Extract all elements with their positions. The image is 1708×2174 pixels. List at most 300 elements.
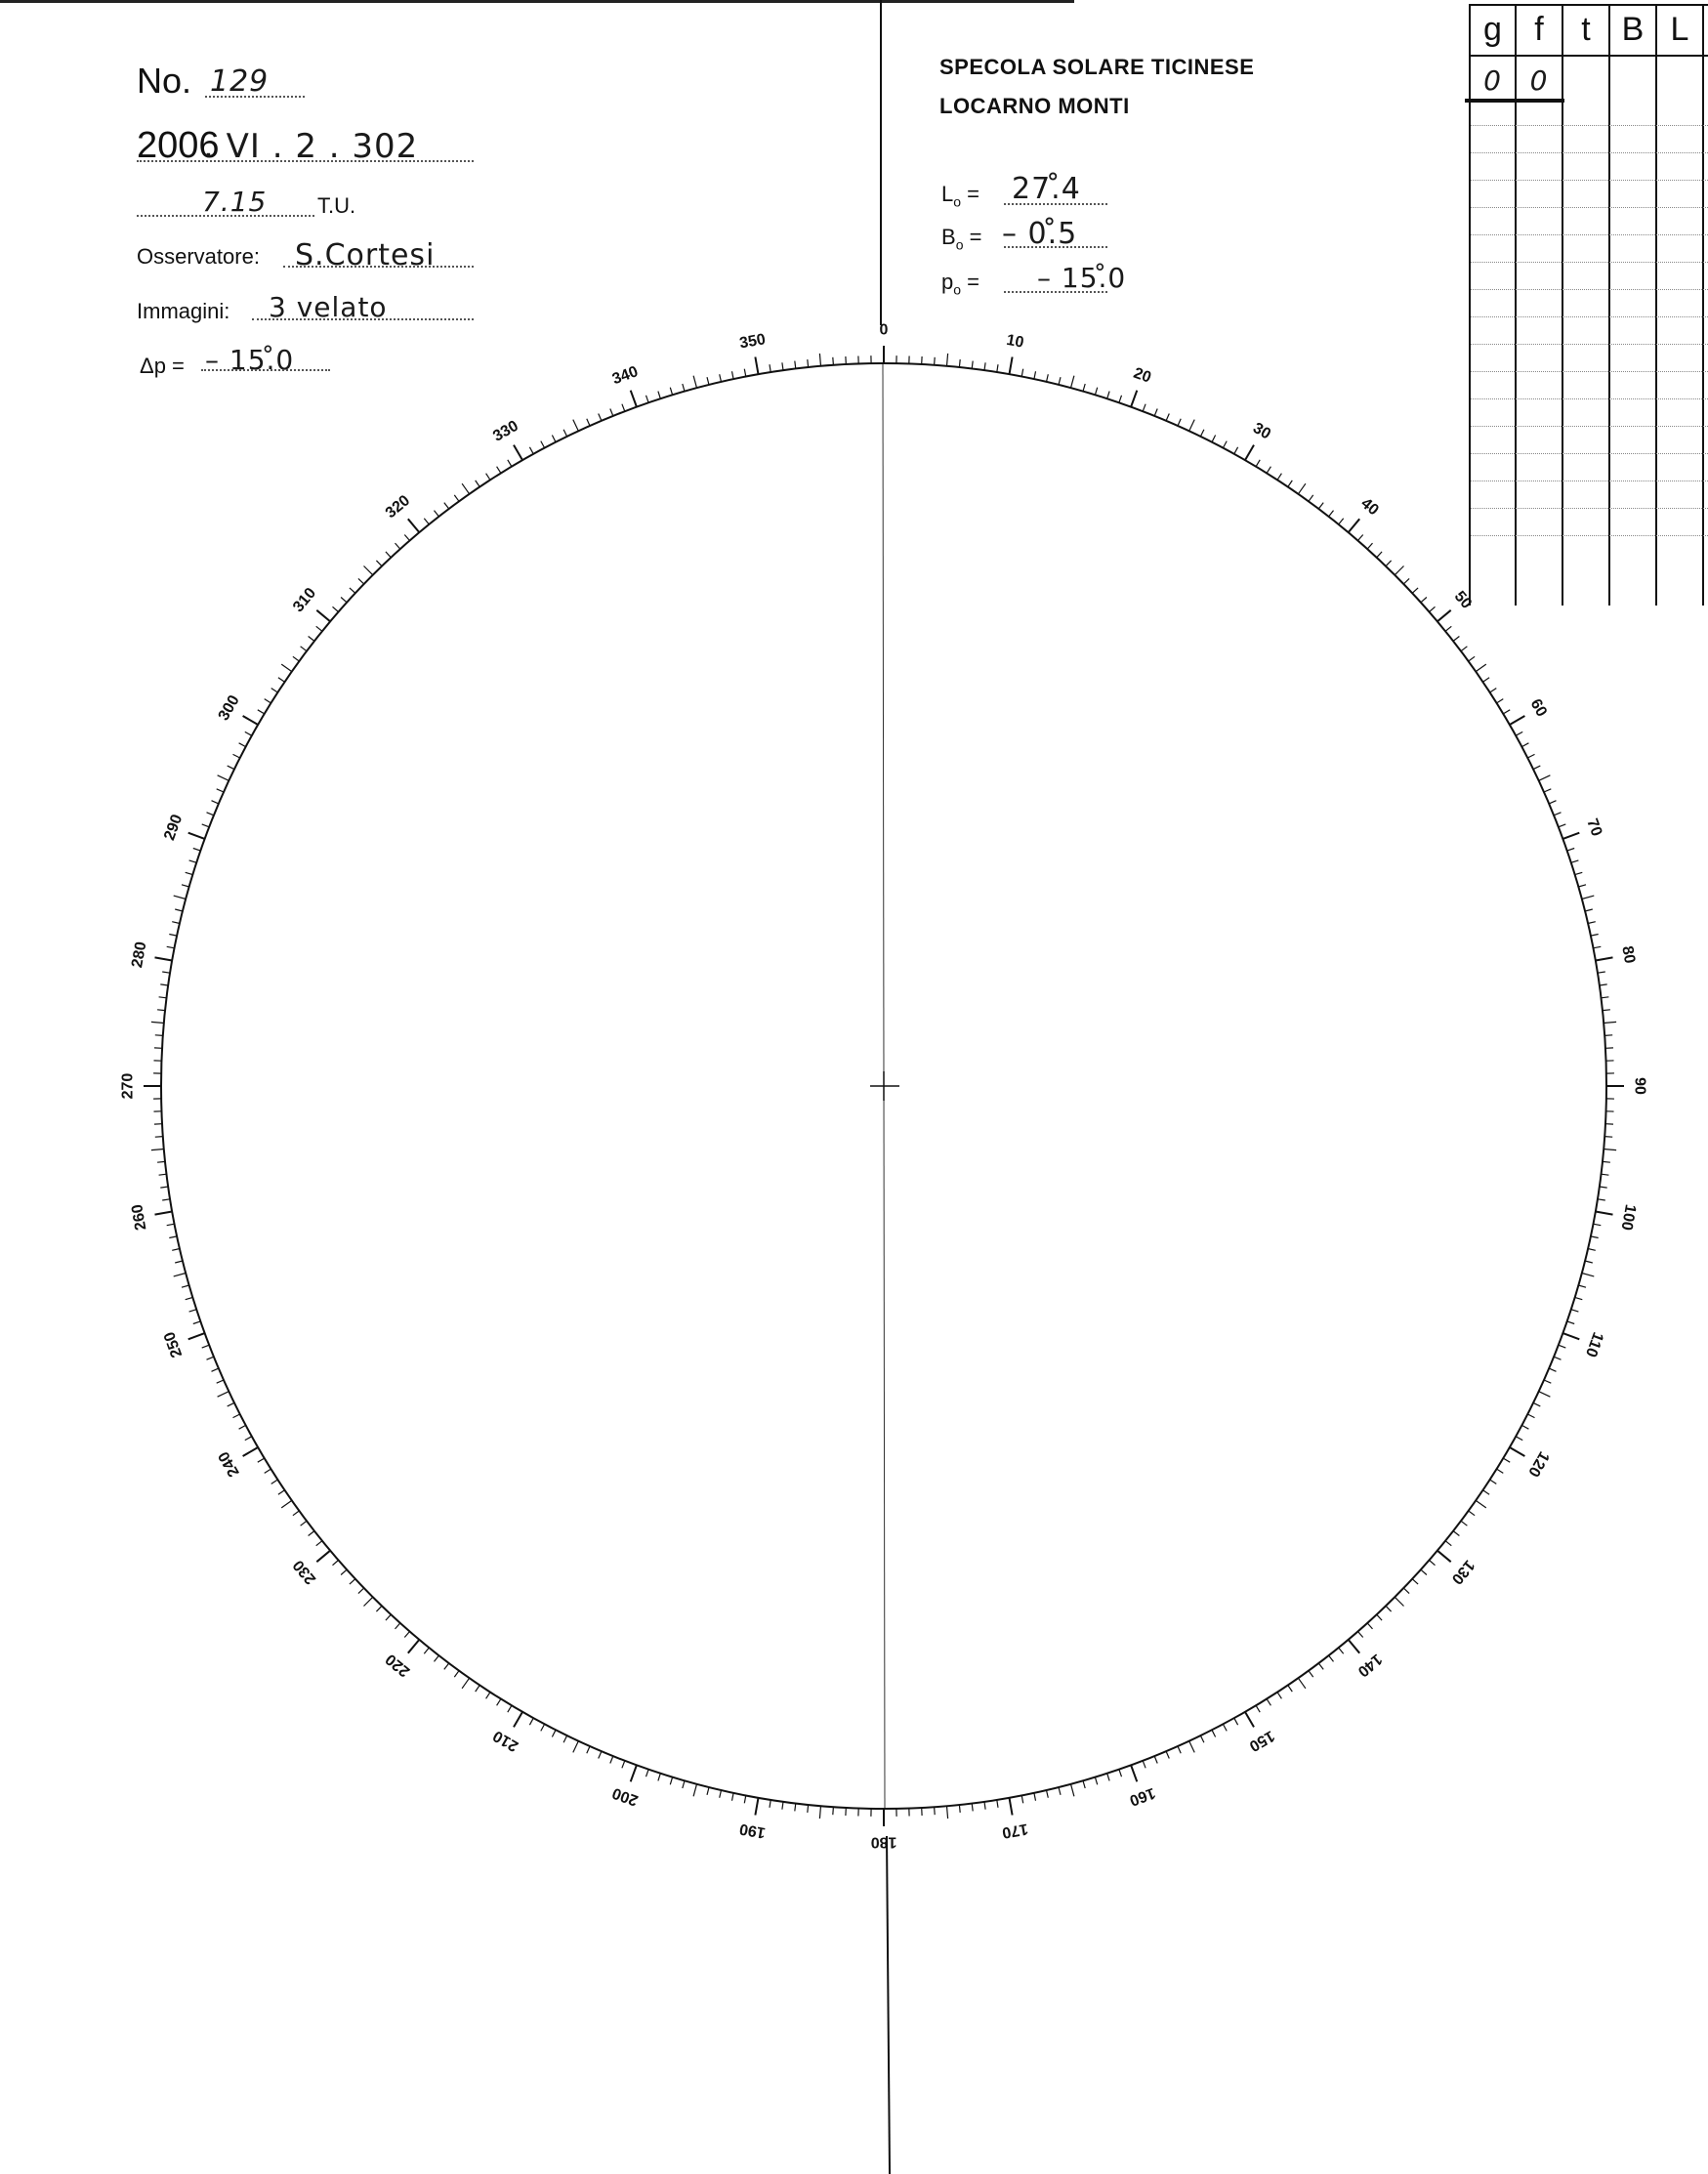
degree-tick <box>160 1187 168 1188</box>
degree-tick <box>243 716 259 725</box>
degree-tick <box>169 935 177 937</box>
degree-tick <box>1318 1663 1323 1669</box>
table-header-g: g <box>1483 10 1502 48</box>
degree-tick <box>1490 1480 1497 1484</box>
degree-tick <box>782 362 783 370</box>
degree-tick <box>683 1780 685 1788</box>
p0-label: $p_o$ = <box>941 270 980 298</box>
degree-tick <box>1430 606 1436 611</box>
degree-label: 230 <box>290 1556 320 1588</box>
degree-tick <box>1527 754 1534 758</box>
degree-tick <box>157 1161 165 1162</box>
degree-tick <box>683 384 685 392</box>
degree-tick <box>670 388 672 396</box>
degree-tick <box>658 1774 660 1781</box>
degree-tick <box>1178 419 1181 426</box>
observer-value: S.Cortesi <box>295 238 436 272</box>
degree-tick <box>508 460 512 467</box>
degree-tick <box>1034 1793 1036 1801</box>
degree-tick <box>1453 1531 1459 1536</box>
degree-tick <box>228 766 234 770</box>
vertical-axis-bottom <box>887 1836 890 2174</box>
degree-tick <box>1339 1648 1344 1653</box>
degree-tick <box>1533 766 1540 770</box>
degree-tick <box>1267 467 1271 474</box>
degree-label: 290 <box>161 812 187 843</box>
degree-tick <box>819 1806 820 1819</box>
degree-tick <box>1119 1770 1122 1777</box>
degree-tick <box>1095 1777 1097 1785</box>
degree-tick <box>1516 1437 1522 1441</box>
degree-tick <box>228 1402 234 1406</box>
degree-tick <box>1490 689 1497 692</box>
degree-tick <box>462 1678 470 1689</box>
degree-tick <box>755 357 758 375</box>
degree-tick <box>239 1425 246 1429</box>
degree-tick <box>444 1663 449 1669</box>
degree-tick <box>1395 1597 1403 1606</box>
degree-label: 300 <box>215 692 243 724</box>
degree-tick <box>497 467 501 474</box>
degree-tick <box>271 689 278 692</box>
degree-tick <box>281 664 292 672</box>
degree-tick <box>610 409 613 416</box>
degree-label: 250 <box>161 1329 187 1360</box>
degree-tick <box>435 1655 439 1661</box>
degree-tick <box>1034 371 1036 379</box>
degree-tick <box>376 561 382 566</box>
degree-tick <box>935 1807 936 1815</box>
degree-tick <box>1234 447 1238 454</box>
degree-tick <box>732 1793 734 1801</box>
degree-tick <box>1386 1606 1392 1611</box>
degree-tick <box>1059 377 1061 385</box>
degree-tick <box>1604 1137 1612 1138</box>
degree-tick <box>1578 1285 1586 1287</box>
degree-tick <box>245 1437 252 1441</box>
degree-tick <box>155 1137 163 1138</box>
degree-tick <box>182 1285 189 1287</box>
degree-tick <box>1596 1212 1613 1215</box>
degree-tick <box>997 364 998 372</box>
degree-tick <box>281 1500 292 1508</box>
degree-tick <box>172 922 180 924</box>
degree-tick <box>1575 1297 1583 1299</box>
degree-tick <box>1107 392 1109 399</box>
degree-tick <box>233 1414 240 1418</box>
degree-label: 180 <box>870 1833 897 1851</box>
degree-tick <box>552 1730 556 1736</box>
degree-tick <box>1071 376 1074 389</box>
degree-tick <box>404 1632 409 1638</box>
degree-tick <box>1083 384 1085 392</box>
degree-tick <box>358 1588 364 1594</box>
degree-tick <box>155 1212 173 1215</box>
degree-tick <box>1178 1746 1181 1753</box>
degree-tick <box>1071 1784 1074 1797</box>
degree-label: 50 <box>1450 588 1476 612</box>
degree-tick <box>1349 1640 1360 1653</box>
l0-label: $L_o$ = <box>941 182 980 210</box>
table-header-t: t <box>1581 10 1591 48</box>
degree-tick <box>1131 391 1137 407</box>
degree-tick <box>218 775 229 781</box>
degree-tick <box>1582 1274 1595 1276</box>
degree-tick <box>160 984 168 985</box>
degree-tick <box>212 801 219 804</box>
degree-tick <box>1083 1780 1085 1788</box>
degree-tick <box>1403 1588 1409 1594</box>
degree-tick <box>182 885 189 887</box>
degree-tick <box>1143 404 1146 412</box>
degree-label: 160 <box>1127 1783 1158 1809</box>
degree-tick <box>202 824 210 827</box>
degree-tick <box>808 1805 809 1813</box>
degree-tick <box>1430 1561 1436 1566</box>
degree-tick <box>1358 1632 1363 1638</box>
degree-label: 100 <box>1617 1202 1639 1233</box>
degree-tick <box>1585 909 1593 911</box>
degree-tick <box>1010 357 1013 375</box>
degree-tick <box>1533 1402 1540 1406</box>
degree-tick <box>1461 1521 1467 1526</box>
degree-tick <box>333 1561 339 1566</box>
institution-location: LOCARNO MONTI <box>939 94 1130 118</box>
degree-tick <box>587 1746 590 1753</box>
degree-tick <box>1329 1655 1334 1661</box>
b0-label: $B_o$ = <box>941 225 982 253</box>
degree-tick <box>454 495 459 501</box>
degree-tick <box>1521 1425 1528 1429</box>
degree-label: 40 <box>1357 494 1382 520</box>
degree-tick <box>1339 519 1344 524</box>
degree-tick <box>396 543 400 549</box>
degree-tick <box>1593 946 1601 948</box>
degree-tick <box>770 364 771 372</box>
degree-tick <box>189 1310 197 1312</box>
degree-tick <box>301 1521 307 1526</box>
degree-tick <box>1212 436 1216 442</box>
degree-tick <box>1095 388 1097 396</box>
degree-tick <box>316 626 322 631</box>
degree-tick <box>189 860 197 862</box>
degree-tick <box>1256 460 1260 467</box>
degree-label: 70 <box>1583 816 1605 839</box>
degree-tick <box>486 1693 490 1699</box>
degree-label: 30 <box>1250 419 1273 443</box>
degree-tick <box>350 588 355 593</box>
degree-tick <box>162 972 170 973</box>
degree-tick <box>707 1787 709 1795</box>
degree-label: 270 <box>119 1072 137 1100</box>
degree-tick <box>243 1447 259 1456</box>
degree-tick <box>529 447 533 454</box>
table-header-B: B <box>1621 10 1645 48</box>
degree-tick <box>1166 414 1169 421</box>
time-unit-label: T.U. <box>317 193 356 218</box>
l0-value: 27.̊4 <box>1012 172 1081 206</box>
degree-label: 10 <box>1005 331 1025 352</box>
degree-tick <box>1559 824 1566 827</box>
degree-tick <box>1245 1712 1254 1728</box>
table-cell-g: 0 <box>1483 63 1502 97</box>
delta-p-value: – 15.̊0 <box>205 344 295 376</box>
degree-label: 260 <box>129 1202 150 1233</box>
date-printed-year: 2006 <box>137 125 220 166</box>
degree-tick <box>1143 1761 1146 1769</box>
degree-tick <box>408 519 420 532</box>
degree-tick <box>1277 474 1281 481</box>
degree-tick <box>1598 1199 1605 1200</box>
degree-tick <box>233 754 240 758</box>
degree-tick <box>646 396 649 403</box>
degree-tick <box>151 1022 164 1023</box>
degree-tick <box>476 1686 480 1693</box>
degree-tick <box>1445 1541 1451 1546</box>
degree-tick <box>1571 860 1579 862</box>
degree-tick <box>1021 369 1023 377</box>
degree-tick <box>1189 420 1195 432</box>
degree-label: 130 <box>1447 1556 1478 1588</box>
degree-tick <box>1602 1174 1609 1175</box>
degree-tick <box>631 1765 637 1781</box>
degree-tick <box>172 1249 180 1251</box>
degree-tick <box>265 699 271 703</box>
time-value: 7.15 <box>202 186 268 218</box>
degree-tick <box>1386 561 1392 566</box>
degree-tick <box>1309 1671 1313 1677</box>
date-written: . VI . 2 . 302 <box>203 127 419 166</box>
degree-label: 320 <box>382 492 414 523</box>
degree-tick <box>670 1777 672 1785</box>
degree-tick <box>159 1174 167 1175</box>
degree-label: 0 <box>879 321 889 339</box>
degree-tick <box>1059 1787 1061 1795</box>
degree-tick <box>631 391 637 407</box>
degree-tick <box>541 441 545 448</box>
degree-tick <box>1200 430 1204 437</box>
institution-name: SPECOLA SOLARE TICINESE <box>939 55 1255 79</box>
degree-tick <box>808 359 809 367</box>
degree-tick <box>1497 1469 1504 1473</box>
degree-tick <box>1367 543 1372 549</box>
degree-tick <box>404 535 409 541</box>
degree-tick <box>157 1010 165 1011</box>
degree-tick <box>1469 656 1475 661</box>
degree-tick <box>1200 1735 1204 1742</box>
degree-tick <box>476 481 480 487</box>
degree-tick <box>833 1807 834 1815</box>
degree-tick <box>1602 997 1609 998</box>
degree-tick <box>984 1802 985 1810</box>
no-value: 129 <box>210 64 270 99</box>
degree-tick <box>301 647 307 651</box>
degree-tick <box>1288 481 1293 487</box>
degree-tick <box>1559 1345 1566 1348</box>
degree-tick <box>1562 1333 1579 1339</box>
degree-tick <box>1600 984 1607 985</box>
degree-tick <box>1539 775 1551 781</box>
degree-label: 330 <box>490 417 521 445</box>
degree-label: 350 <box>737 331 768 353</box>
degree-tick <box>1593 1224 1601 1226</box>
degree-tick <box>622 404 625 412</box>
degree-tick <box>1234 1718 1238 1725</box>
degree-tick <box>424 1648 429 1653</box>
degree-tick <box>155 957 173 960</box>
degree-tick <box>1358 535 1363 541</box>
degree-tick <box>364 566 373 575</box>
degree-tick <box>935 357 936 365</box>
degree-tick <box>239 743 246 747</box>
degree-tick <box>720 1790 722 1798</box>
degree-tick <box>972 361 973 369</box>
degree-tick <box>217 789 224 792</box>
degree-tick <box>316 610 330 622</box>
degree-tick <box>1567 849 1575 852</box>
degree-tick <box>646 1770 649 1777</box>
degree-tick <box>1154 1756 1157 1763</box>
degree-tick <box>293 656 299 661</box>
degree-tick <box>167 1224 175 1226</box>
degree-tick <box>444 503 449 509</box>
degree-tick <box>744 1795 746 1803</box>
table-header-f: f <box>1534 10 1544 48</box>
degree-tick <box>770 1800 771 1808</box>
degree-tick <box>1598 972 1605 973</box>
degree-tick <box>1367 1623 1372 1629</box>
degree-tick <box>1189 1741 1195 1753</box>
degree-tick <box>424 519 429 524</box>
degree-tick <box>1503 1458 1510 1462</box>
degree-tick <box>1212 1730 1216 1736</box>
degree-tick <box>1596 957 1613 960</box>
degree-tick <box>1267 1699 1271 1706</box>
degree-tick <box>514 445 522 461</box>
degree-label: 150 <box>1246 1727 1277 1755</box>
degree-tick <box>1591 1236 1599 1238</box>
degree-tick <box>278 1490 285 1495</box>
degree-tick <box>341 598 347 603</box>
degree-tick <box>293 1511 299 1516</box>
degree-tick <box>947 1806 948 1819</box>
degree-tick <box>1600 1187 1607 1188</box>
degree-tick <box>341 1569 347 1574</box>
degree-tick <box>599 414 602 421</box>
degree-tick <box>486 474 490 481</box>
degree-tick <box>610 1756 613 1763</box>
degree-tick <box>514 1712 522 1728</box>
degree-tick <box>1154 409 1157 416</box>
degree-tick <box>1603 1010 1610 1011</box>
degree-tick <box>573 1741 579 1753</box>
degree-tick <box>1575 872 1583 874</box>
images-value: 3 velato <box>269 291 388 323</box>
degree-tick <box>947 354 948 366</box>
degree-tick <box>364 1597 373 1606</box>
degree-tick <box>497 1699 501 1706</box>
degree-tick <box>693 376 696 389</box>
degree-tick <box>795 361 796 369</box>
degree-tick <box>1483 1490 1490 1495</box>
degree-tick <box>563 1735 567 1742</box>
degree-tick <box>167 946 175 948</box>
degree-tick <box>1288 1686 1293 1693</box>
degree-tick <box>207 1357 214 1359</box>
degree-tick <box>997 1800 998 1808</box>
degree-tick <box>376 1606 382 1611</box>
degree-label: 280 <box>129 940 150 970</box>
degree-tick <box>1421 1569 1427 1574</box>
degree-tick <box>175 1261 183 1263</box>
degree-label: 220 <box>382 1650 414 1680</box>
degree-label: 340 <box>609 363 641 389</box>
degree-tick <box>207 813 214 815</box>
degree-tick <box>186 1297 193 1299</box>
degree-label: 200 <box>609 1783 641 1809</box>
degree-label: 170 <box>1000 1819 1030 1841</box>
degree-label: 90 <box>1631 1077 1648 1095</box>
degree-tick <box>159 997 167 998</box>
degree-tick <box>1445 626 1451 631</box>
degree-tick <box>1329 511 1334 517</box>
degree-tick <box>1476 1500 1486 1508</box>
no-label: No. <box>137 61 192 101</box>
degree-tick <box>1521 743 1528 747</box>
degree-tick <box>1549 801 1556 804</box>
degree-tick <box>258 1458 265 1462</box>
degree-tick <box>587 419 590 426</box>
degree-tick <box>1604 1035 1612 1036</box>
degree-tick <box>1245 445 1254 461</box>
degree-tick <box>408 1640 420 1653</box>
degree-tick <box>959 1805 960 1813</box>
b0-value: – 0.̊5 <box>1002 217 1078 251</box>
degree-tick <box>1554 1357 1561 1359</box>
degree-tick <box>529 1718 533 1725</box>
degree-tick <box>1503 710 1510 714</box>
degree-tick <box>552 436 556 442</box>
degree-tick <box>1256 1705 1260 1712</box>
degree-tick <box>782 1802 783 1810</box>
degree-tick <box>1421 598 1427 603</box>
degree-label: 140 <box>1354 1650 1386 1680</box>
degree-label: 310 <box>290 584 320 616</box>
degree-tick <box>1588 1249 1596 1251</box>
degree-tick <box>1298 483 1306 494</box>
degree-tick <box>1403 578 1409 584</box>
degree-tick <box>1578 885 1586 887</box>
degree-tick <box>193 1321 201 1324</box>
degree-tick <box>984 362 985 370</box>
degree-tick <box>1497 699 1504 703</box>
degree-tick <box>563 430 567 437</box>
degree-tick <box>316 1551 330 1563</box>
degree-tick <box>744 369 746 377</box>
degree-tick <box>732 371 734 379</box>
degree-tick <box>1585 1261 1593 1263</box>
degree-tick <box>188 833 205 839</box>
degree-tick <box>1047 1790 1049 1798</box>
degree-tick <box>1527 1414 1534 1418</box>
degree-tick <box>212 1368 219 1371</box>
degree-tick <box>508 1705 512 1712</box>
degree-tick <box>972 1804 973 1812</box>
degree-tick <box>1604 1022 1616 1023</box>
degree-tick <box>386 552 391 558</box>
degree-tick <box>1107 1774 1109 1781</box>
degree-tick <box>435 511 439 517</box>
